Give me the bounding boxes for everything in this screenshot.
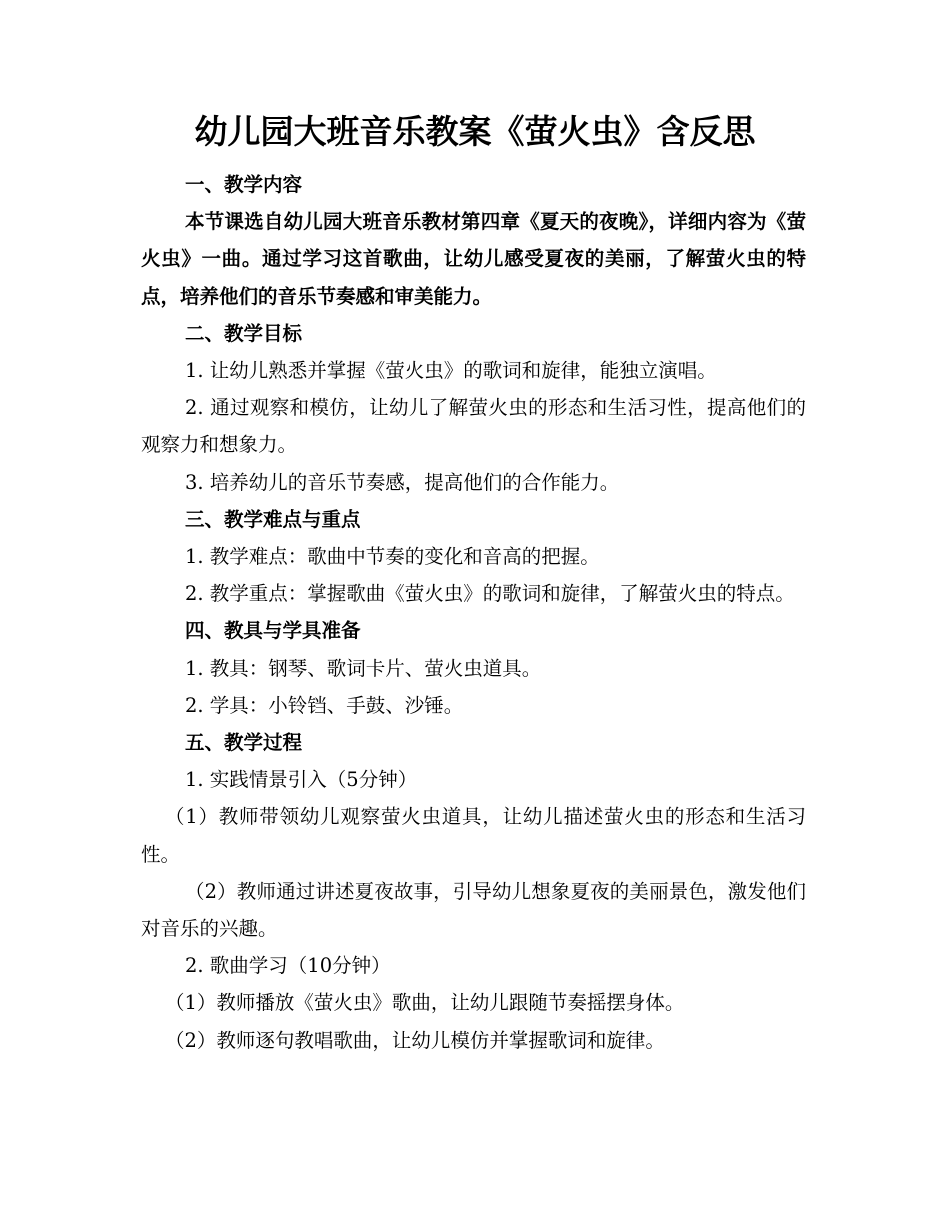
- process-substep-2-1: （1）教师播放《萤火虫》歌曲，让幼儿跟随节奏摇摆身体。: [165, 991, 685, 1015]
- process-step-1: 1. 实践情景引入（5分钟）: [185, 768, 418, 792]
- key-point-item-1: 1. 教学难点：歌曲中节奏的变化和音高的把握。: [185, 545, 600, 569]
- process-substep-1-2: （2）教师通过讲述夏夜故事，引导幼儿想象夏夜的美丽景色，激发他们对音乐的兴趣。: [141, 879, 806, 941]
- section-heading-goals: 二、教学目标: [185, 321, 303, 345]
- process-step-2: 2. 歌曲学习（10分钟）: [185, 954, 391, 978]
- process-substep-2-2: （2）教师逐句教唱歌曲，让幼儿模仿并掌握歌词和旋律。: [165, 1028, 665, 1052]
- document-title: 幼儿园大班音乐教案《萤火虫》含反思: [194, 112, 756, 151]
- material-item-2: 2. 学具：小铃铛、手鼓、沙锤。: [185, 693, 464, 717]
- section-heading-materials: 四、教具与学具准备: [185, 619, 361, 643]
- material-item-1: 1. 教具：钢琴、歌词卡片、萤火虫道具。: [185, 656, 542, 680]
- content-paragraph: 本节课选自幼儿园大班音乐教材第四章《夏天的夜晚》，详细内容为《萤火虫》一曲。通过学习这首歌曲，让幼儿感受夏夜的美丽，了解萤火虫的特点，培养他们的音乐节奏感和审美能力。: [141, 210, 806, 308]
- section-heading-key-points: 三、教学难点与重点: [185, 507, 361, 531]
- process-substep-1-1: （1）教师带领幼儿观察萤火虫道具，让幼儿描述萤火虫的形态和生活习性。: [141, 805, 806, 866]
- goal-item-1: 1. 让幼儿熟悉并掌握《萤火虫》的歌词和旋律，能独立演唱。: [185, 359, 717, 383]
- goal-item-3: 3. 培养幼儿的音乐节奏感，提高他们的合作能力。: [185, 470, 620, 494]
- section-heading-content: 一、教学内容: [185, 173, 303, 196]
- document-body: [141, 166, 806, 1059]
- section-heading-process: 五、教学过程: [185, 731, 303, 755]
- goal-item-2: 2. 通过观察和模仿，让幼儿了解萤火虫的形态和生活习性，提高他们的观察力和想象力。: [141, 396, 806, 457]
- key-point-item-2: 2. 教学重点：掌握歌曲《萤火虫》的歌词和旋律，了解萤火虫的特点。: [185, 582, 795, 606]
